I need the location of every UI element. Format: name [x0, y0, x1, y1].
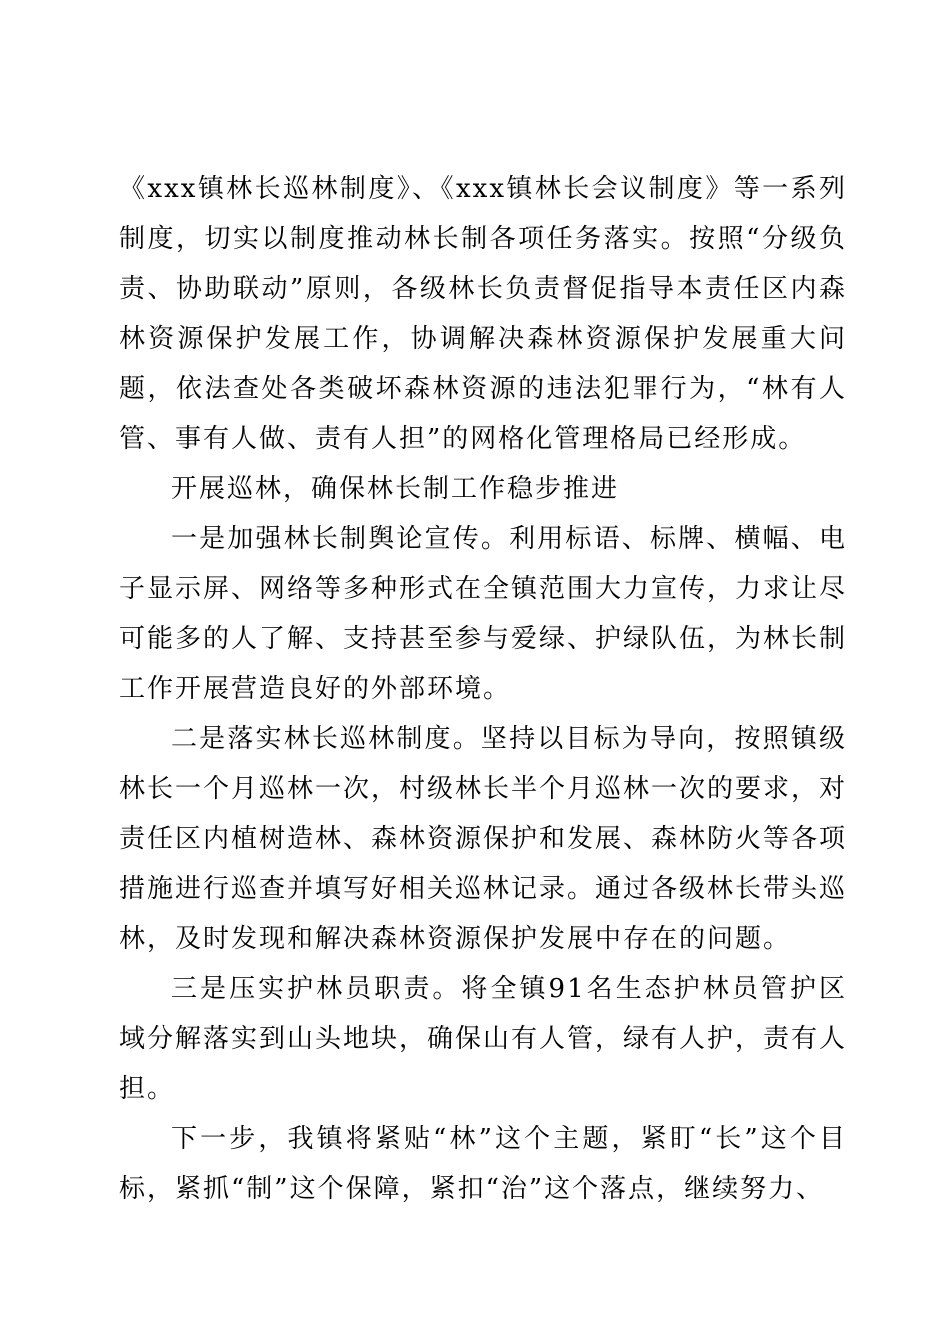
paragraph-publicity: 一是加强林长制舆论宣传。利用标语、标牌、横幅、电子显示屏、网络等多种形式在全镇范围大力宣传，力求让尽可能多的人了解、支持甚至参与爱绿、护绿队伍，为林长制工作开展营造良好的外部环境。 [119, 524, 848, 704]
paragraph-regulations: 《xxx镇林长巡林制度》、《xxx镇林长会议制度》等一系列制度，切实以制度推动林长制各项任务落实。按照“分级负责、协助联动”原则，各级林长负责督促指导本责任区内森林资源保护发展工作，协调解决森林资源保护发展重大问题，依法查处各类破坏森林资源的违法犯罪行为，“林有人管、事有人做、责有人担”的网格化管理格局已经形成。 [119, 174, 847, 454]
paragraph-patrol-system: 二是落实林长巡林制度。坚持以目标为导向，按照镇级林长一个月巡林一次，村级林长半个月巡林一次的要求，对责任区内植树造林、森林资源保护和发展、森林防火等各项措施进行巡查并填写好相关巡林记录。通过各级林长带头巡林，及时发现和解决森林资源保护发展中存在的问题。 [119, 724, 848, 954]
document-body [119, 164, 847, 1214]
paragraph-ranger-duties: 三是压实护林员职责。将全镇91名生态护林员管护区域分解落实到山头地块，确保山有人管，绿有人护，责有人担。 [119, 974, 848, 1104]
paragraph-next-steps: 下一步，我镇将紧贴“林”这个主题，紧盯“长”这个目标，紧抓“制”这个保障，紧扣“治”这个落点，继续努力、 [119, 1124, 847, 1204]
paragraph-heading-patrol: 开展巡林，确保林长制工作稳步推进 [171, 474, 620, 504]
